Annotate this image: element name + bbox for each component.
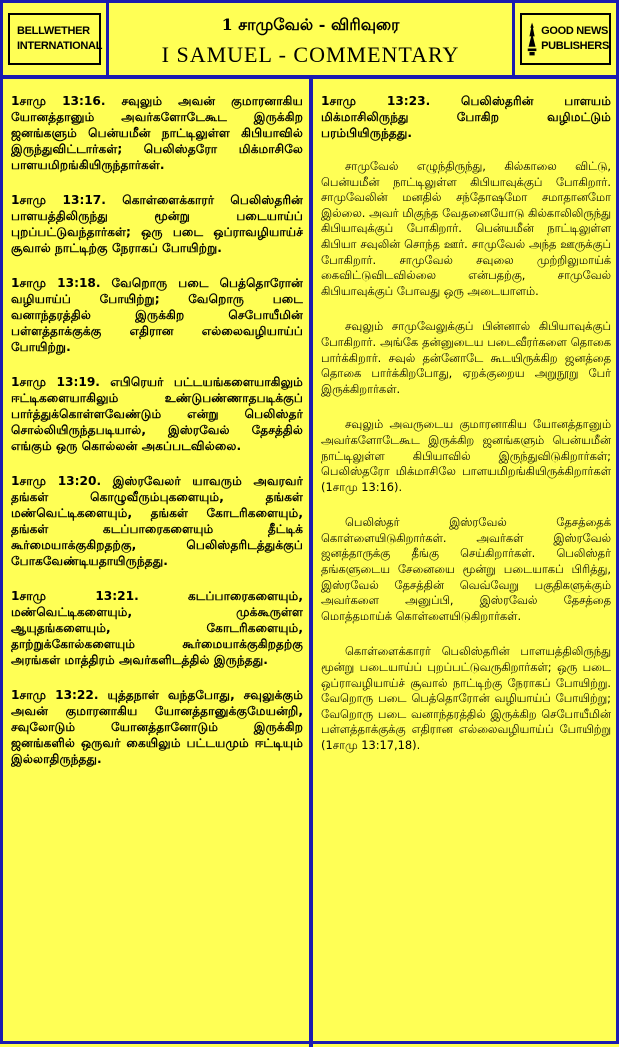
verse-13-16: 1சாமு 13:16. சவுலும் அவன் குமாரனாகிய யோனத்தானும் அவர்களோடேகூட இருக்கிற ஜனங்களும் பென்யமீன் நாட்டிலுள்ள கிபியாவில் இருந்துவிட்டார்கள்; பெலிஸ்தரோ மிக்மாசிலே பாளயமிறங்கியிருந்தார்கள்.: [11, 94, 303, 172]
commentary-paragraph: பெலிஸ்தர் இஸ்ரவேல் தேசத்தைக் கொள்ளையிடுகிறார்கள். அவர்கள் இஸ்ரவேல் ஜனத்தாருக்கு தீங்கு செய்கிறார்கள். பெலிஸ்தர் தங்களுடைய சேனையை மூன்று படையாகப் பிரித்து, இஸ்ரவேல் தேசத்தின் வெவ்வேறு பகுதிகளுக்கும் அவர்களை அனுப்பி, இஸ்ரவேல் தேசத்தை மொத்தமாய்க் கொள்ளையிடுகிறார்கள்.: [321, 515, 611, 623]
title-english: I SAMUEL - COMMENTARY: [161, 42, 460, 67]
commentary-paragraph: சவுலும் அவருடைய குமாரனாகிய யோனத்தானும் அவர்களோடேகூட இருக்கிற ஜனங்களும் பென்யமீன் நாட்டிலுள்ள கிபியாவில் இருந்துவிடுகிறார்கள்; பெலிஸ்தரோ மிக்மாசிலே பாளயமிறங்கியிருக்கிறார்கள் (1சாமு 13:16).: [321, 417, 611, 494]
right-logo-box: [512, 3, 616, 75]
title-area: [109, 3, 512, 75]
verse-13-23: 1சாமு 13:23. பெலிஸ்தரின் பாளயம் மிக்மாசிலிருந்து போகிற வழிமட்டும் பரம்பியிருந்தது.: [321, 94, 611, 140]
title-tamil: 1 சாமுவேல் - விரிவுரை: [221, 15, 400, 34]
good-news-logo-text: GOOD NEWS PUBLISHERS: [541, 25, 609, 52]
verse-13-22: 1சாமு 13:22. யுத்தநாள் வந்தபோது, சவுலுக்கும் அவன் குமாரனாகிய யோனத்தானுக்குமேயன்றி, சவுலோடும் யோனத்தானோடும் இருக்கிற ஜனங்களில் ஒருவர் கையிலும் பட்டயமும் ஈட்டியும் இல்லாதிருந்தது.: [11, 688, 303, 766]
verse-13-18: 1சாமு 13:18. வேறொரு படை பெத்தொரோன் வழியாய்ப் போயிற்று; வேறொரு படை வனாந்தரத்தில் இருக்கிற செபோயீமின் பள்ளத்தாக்குக்கு எதிரான எல்லைவழியாய்ப் போயிற்று.: [11, 276, 303, 354]
column-divider: [309, 79, 313, 1047]
commentary-paragraph: சவுலும் சாமுவேலுக்குப் பின்னால் கிபியாவுக்குப் போகிறார். அங்கே தன்னுடைய படைவீரர்களை தொகை பார்க்கிறார். சவுல் தன்னோடே கூடயிருக்கிற ஜனத்தை தொகை பார்க்கிறபோது, ஏறக்குறைய அறுநூறு பேர் இருக்கிறார்கள்.: [321, 319, 611, 396]
good-news-logo-icon: [526, 18, 538, 60]
commentary-column: [321, 83, 611, 1041]
bellwether-logo-text: BELLWETHER INTERNATIONAL: [17, 25, 103, 52]
verse-13-19: 1சாமு 13:19. எபிரெயர் பட்டயங்களையாகிலும் ஈட்டிகளையாகிலும் உண்டுபண்ணாதபடிக்குப் பார்த்துக்கொள்ளவேண்டும் என்று பெலிஸ்தர் சொல்லியிருந்தபடியால், இஸ்ரவேல் தேசத்தில் எங்கும் ஒரு கொல்லன் அகப்படவில்லை.: [11, 375, 303, 453]
bellwether-logo: [8, 13, 101, 65]
verse-13-17: 1சாமு 13:17. கொள்ளைக்காரர் பெலிஸ்தரின் பாளயத்திலிருந்து மூன்று படையாய்ப் புறப்பட்டுவந்தார்கள்; ஒரு படை ஒப்ராவழியாய்ச் சூவால் நாட்டிற்கு நேராகப் போயிற்று.: [11, 193, 303, 255]
commentary-paragraph: கொள்ளைக்காரர் பெலிஸ்தரின் பாளயத்திலிருந்து மூன்று படையாய்ப் புறப்பட்டுவருகிறார்கள்; ஒரு படை ஒப்ராவழியாய்ச் சூவால் நாட்டிற்கு நேராகப் போயிற்று. வேறொரு படை பெத்தொரோன் வழியாய்ப் போயிற்று; வேறொரு படை வனாந்தரத்தில் இருக்கிற செபோயீமின் பள்ளத்தாக்குக்கு எதிரான எல்லைவழியாய்ப் போயிற்று (1சாமு 13:17,18).: [321, 644, 611, 752]
left-logo-box: [3, 3, 109, 75]
header: [3, 3, 616, 79]
scripture-column: [11, 83, 303, 1041]
commentary-paragraph: சாமுவேல் எழுந்திருந்து, கில்காலை விட்டு, பென்யமீன் நாட்டிலுள்ள கிபியாவுக்குப் போகிறார். சாமுவேலின் மனதில் சந்தோஷமோ சமாதானமோ இல்லை. அவர் மிகுந்த வேதனையோடு கில்காலிலிருந்து கிபியாவுக்குப் போகிறார். பென்யமீன் நாட்டிலுள்ள கிபியா சவுலின் சொந்த ஊர். சாமுவேல் அந்த ஊருக்குப் போகிறார். சாமுவேல் சவுலை முற்றிலுமாய்க் கைவிட்டுவிடவில்லை என்பதற்கு, சாமுவேல் கிபியாவுக்குப் போவது ஒரு அடையாளம்.: [321, 159, 611, 298]
good-news-logo: [520, 13, 611, 65]
verse-13-21: 1சாமு 13:21. கடப்பாரைகளையும், மண்வெட்டிகளையும், முக்கூருள்ள ஆயுதங்களையும், கோடரிகளையும், தாற்றுக்கோல்களையும் கூர்மையாக்குகிறதற்கு அரங்கள் மாத்திரம் அவர்களிடத்தில் இருந்தது.: [11, 589, 303, 667]
verse-13-20: 1சாமு 13:20. இஸ்ரவேலர் யாவரும் அவரவர் தங்கள் கொழுவீரும்புகளையும், தங்கள் மண்வெட்டிகளையும், தங்கள் கோடரிகளையும், தங்கள் கடப்பாரைகளையும் தீட்டிக் கூர்மையாக்குகிறதற்கு, பெலிஸ்தரிடத்துக்குப் போகவேண்டியதாயிருந்தது.: [11, 474, 303, 568]
